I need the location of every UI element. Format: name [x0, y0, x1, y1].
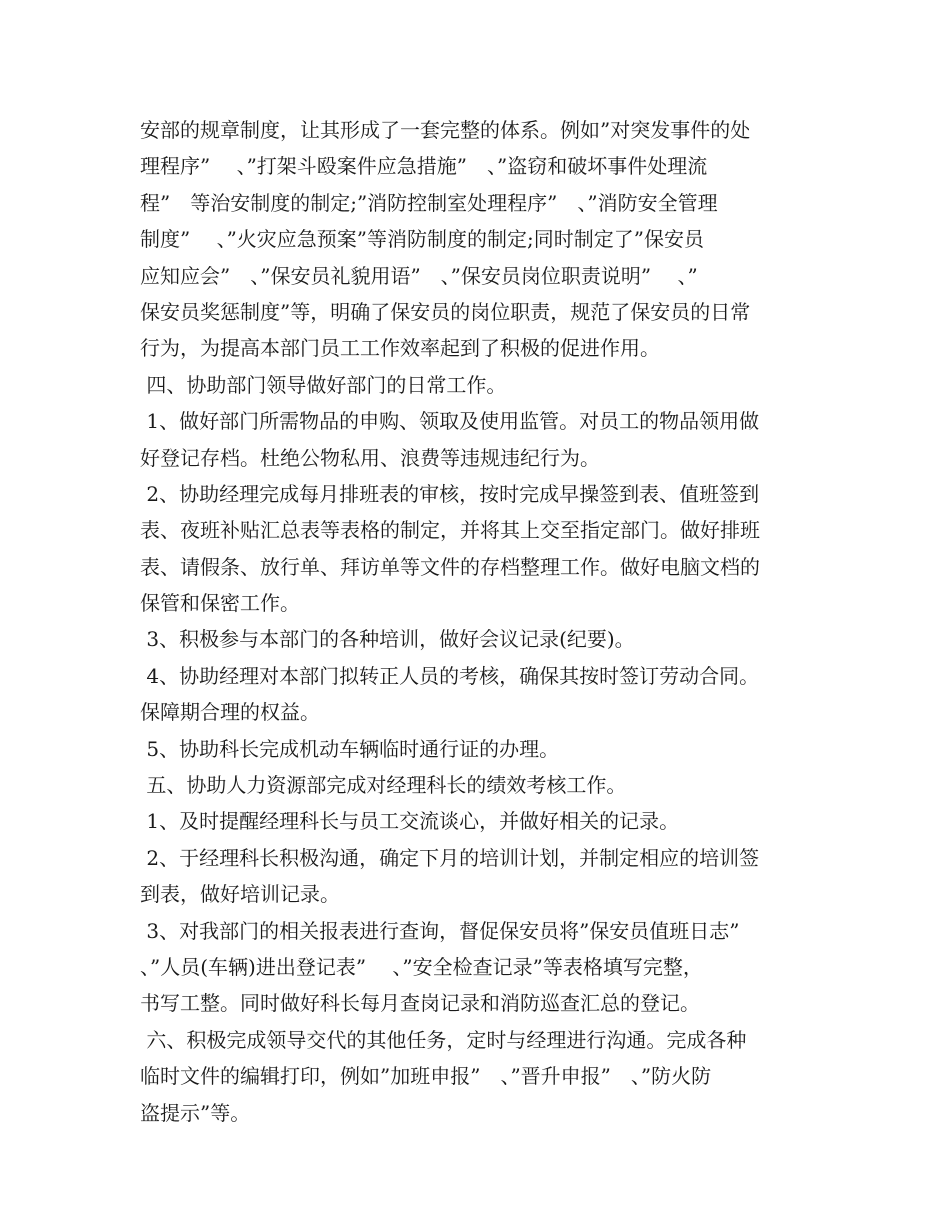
- text-line: 、”人员(车辆)进出登记表” 、”安全检查记录”等表格填写完整，: [140, 954, 703, 979]
- text-line: 五、协助人力资源部完成对经理科长的绩效考核工作。: [140, 773, 627, 798]
- text-line: 5、协助科长完成机动车辆临时通行证的办理。: [140, 736, 560, 761]
- text-line: 3、对我部门的相关报表进行查询，督促保安员将”保安员值班日志”: [140, 918, 740, 943]
- text-line: 3、积极参与本部门的各种培训，做好会议记录(纪要)。: [140, 627, 635, 652]
- text-line: 好登记存档。杜绝公物私用、浪费等违规违纪行为。: [140, 445, 600, 470]
- text-line: 1、及时提醒经理科长与员工交流谈心，并做好相关的记录。: [140, 809, 680, 834]
- text-line: 临时文件的编辑打印，例如”加班申报” 、”晋升申报” 、”防火防: [140, 1064, 712, 1089]
- text-line: 到表，做好培训记录。: [140, 882, 340, 907]
- text-line: 行为，为提高本部门员工工作效率起到了积极的促进作用。: [140, 336, 660, 361]
- text-line: 程” 等治安制度的制定;”消防控制室处理程序” 、”消防安全管理: [140, 190, 718, 215]
- text-line: 书写工整。同时做好科长每月查岗记录和消防巡查汇总的登记。: [140, 991, 700, 1016]
- text-line: 表、夜班补贴汇总表等表格的制定，并将其上交至指定部门。做好排班: [140, 518, 760, 543]
- text-line: 1、做好部门所需物品的申购、领取及使用监管。对员工的物品领用做: [140, 409, 760, 434]
- text-line: 保安员奖惩制度”等，明确了保安员的岗位职责，规范了保安员的日常: [140, 299, 751, 324]
- text-line: 保管和保密工作。: [140, 591, 300, 616]
- text-line: 盗提示”等。: [140, 1100, 251, 1125]
- text-line: 保障期合理的权益。: [140, 700, 320, 725]
- text-line: 表、请假条、放行单、拜访单等文件的存档整理工作。做好电脑文档的: [140, 554, 760, 579]
- text-line: 应知应会” 、”保安员礼貌用语” 、”保安员岗位职责说明” 、”: [140, 263, 698, 288]
- text-line: 六、积极完成领导交代的其他任务，定时与经理进行沟通。完成各种: [140, 1027, 747, 1052]
- text-line: 安部的规章制度，让其形成了一套完整的体系。例如”对突发事件的处: [140, 118, 751, 142]
- text-line: 制度” 、”火灾应急预案”等消防制度的制定;同时制定了”保安员: [140, 227, 704, 252]
- text-line: 四、协助部门领导做好部门的日常工作。: [140, 372, 507, 397]
- document-body: [140, 112, 816, 1131]
- text-line: 2、协助经理完成每月排班表的审核，按时完成早操签到表、值班签到: [140, 481, 760, 506]
- text-line: 4、协助经理对本部门拟转正人员的考核，确保其按时签订劳动合同。: [140, 663, 760, 688]
- text-line: 理程序” 、”打架斗殴案件应急措施” 、”盗窃和破坏事件处理流: [140, 154, 708, 179]
- text-line: 2、于经理科长积极沟通，确定下月的培训计划，并制定相应的培训签: [140, 845, 760, 870]
